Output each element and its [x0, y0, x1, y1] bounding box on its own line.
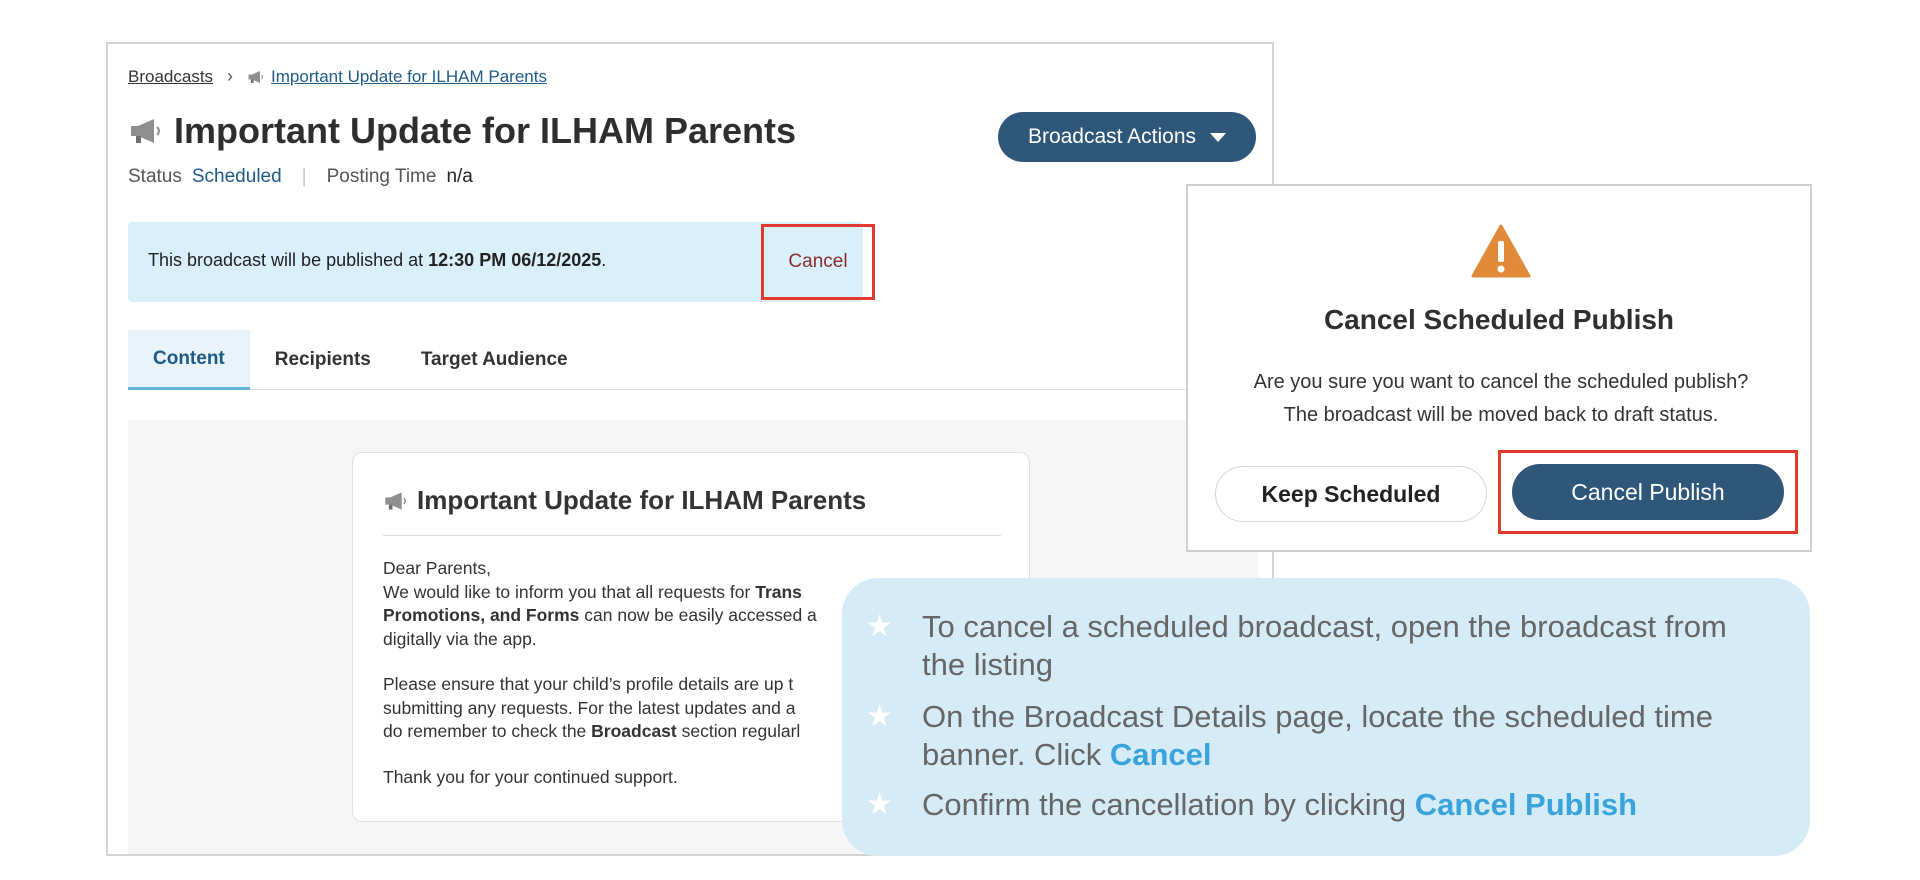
- instructions-callout: [842, 578, 1810, 856]
- dialog-title: Cancel Scheduled Publish: [1323, 304, 1675, 335]
- star-icon: ★: [866, 788, 893, 821]
- instruction-step-2-text-a: On the Broadcast Details page, locate the scheduled time banner. Click: [922, 699, 1713, 772]
- preview-paragraph-3: Thank you for your continued support.: [383, 766, 678, 787]
- instruction-step-3: [866, 786, 1766, 824]
- status-value: Scheduled: [191, 166, 282, 187]
- megaphone-icon: [247, 70, 265, 84]
- star-icon: ★: [866, 700, 893, 733]
- instruction-step-3-text: [922, 786, 1637, 824]
- instruction-step-1-text: To cancel a scheduled broadcast, open the broadcast from the listing: [922, 609, 1727, 682]
- star-icon: ★: [866, 610, 893, 643]
- broadcast-meta: [128, 166, 473, 188]
- instruction-step-3-highlight: Cancel Publish: [1414, 787, 1638, 822]
- page-title: [128, 110, 796, 152]
- megaphone-icon: [383, 491, 409, 511]
- keep-scheduled-button[interactable]: Keep Scheduled: [1215, 466, 1487, 522]
- scheduled-banner-text: [148, 250, 606, 271]
- posting-time-label: Posting Time: [326, 166, 437, 187]
- megaphone-icon: [128, 117, 164, 145]
- cancel-publish-dialog: [1186, 184, 1812, 552]
- p1-text-a: We would like to inform you that all requests for: [383, 581, 756, 602]
- breadcrumb-current-label: Important Update for ILHAM Parents: [271, 66, 547, 86]
- caret-down-icon: [1210, 133, 1226, 142]
- page-title-text: Important Update for ILHAM Parents: [174, 110, 797, 151]
- broadcast-actions-button[interactable]: [998, 112, 1256, 162]
- p2-text-d: section regularl: [676, 721, 801, 741]
- banner-suffix: .: [601, 250, 607, 270]
- cancel-publish-button[interactable]: Cancel Publish: [1512, 464, 1784, 520]
- p1-text-c: digitally via the app.: [383, 628, 537, 649]
- p1-bold-a: Trans: [755, 581, 802, 602]
- scheduled-banner: [128, 222, 863, 302]
- breadcrumb: [128, 66, 547, 87]
- banner-cancel-button[interactable]: Cancel: [761, 224, 875, 300]
- dialog-message-line-2: The broadcast will be moved back to draft status.: [1283, 404, 1719, 426]
- tab-content[interactable]: Content: [128, 330, 250, 390]
- p2-text-a: Please ensure that your child’s profile details are up t: [383, 674, 794, 694]
- chevron-right-icon: ›: [227, 66, 234, 86]
- breadcrumb-broadcasts-link[interactable]: Broadcasts: [128, 66, 214, 86]
- breadcrumb-current-link[interactable]: [247, 67, 547, 87]
- warning-icon: [1471, 224, 1531, 278]
- p1-bold-b: Promotions, and Forms: [383, 605, 580, 625]
- dialog-message: [1208, 366, 1794, 432]
- p2-text-c: do remember to check the: [383, 721, 592, 741]
- preview-title: [383, 485, 866, 516]
- tab-target-audience[interactable]: Target Audience: [420, 349, 568, 370]
- dialog-message-line-1: Are you sure you want to cancel the scheduled publish?: [1253, 371, 1749, 393]
- banner-prefix: This broadcast will be published at: [148, 250, 429, 270]
- divider: [383, 535, 1001, 536]
- instruction-step-2-highlight: Cancel: [1109, 737, 1212, 772]
- tab-recipients[interactable]: Recipients: [274, 349, 371, 370]
- p2-bold: Broadcast: [591, 721, 677, 741]
- instruction-step-1: [866, 608, 1766, 684]
- posting-time-value: n/a: [446, 166, 473, 187]
- p2-text-b: submitting any requests. For the latest updates and a: [383, 697, 796, 718]
- meta-divider: |: [301, 166, 307, 187]
- preview-title-text: Important Update for ILHAM Parents: [417, 485, 867, 515]
- status-label: Status: [128, 166, 182, 187]
- banner-datetime: 12:30 PM 06/12/2025: [428, 250, 602, 270]
- instruction-step-3-text-a: Confirm the cancellation by clicking: [922, 787, 1415, 822]
- p1-text-b: can now be easily accessed a: [579, 605, 817, 625]
- instruction-step-2: [866, 698, 1766, 774]
- broadcast-actions-label: Broadcast Actions: [1027, 125, 1197, 148]
- instruction-step-2-text: [922, 698, 1766, 774]
- tab-bar: [128, 330, 1258, 390]
- greeting: Dear Parents,: [383, 558, 491, 578]
